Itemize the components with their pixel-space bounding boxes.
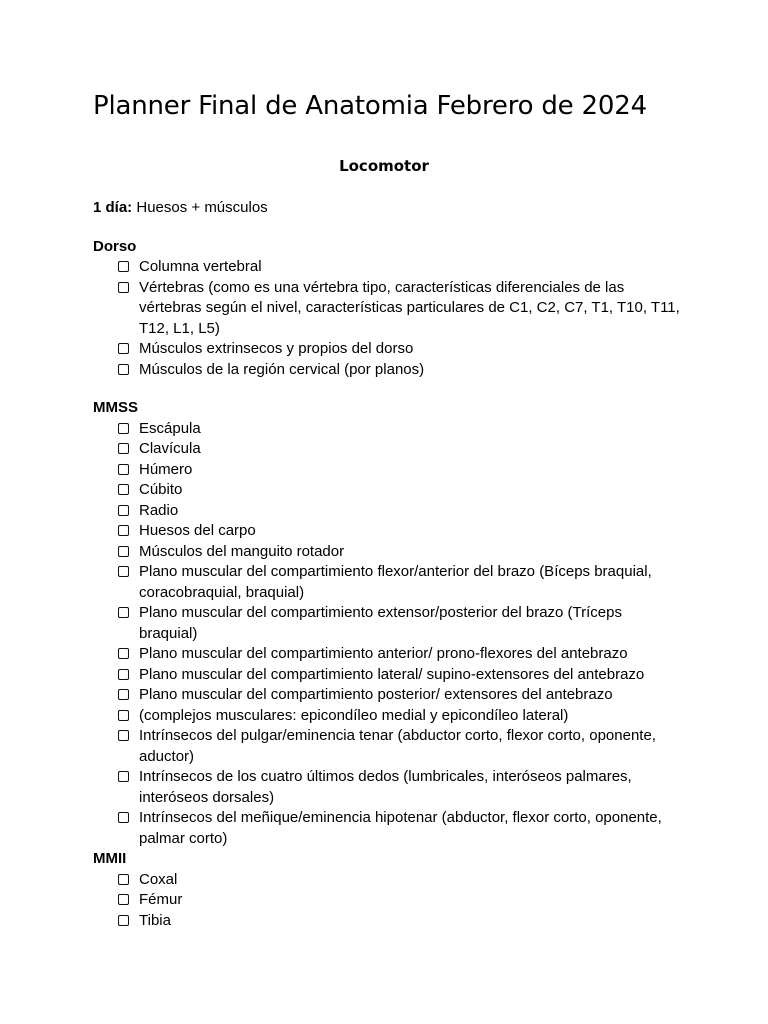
checklist-item: [118, 562, 683, 603]
checklist-item: [118, 521, 683, 542]
checklist-item-text: Plano muscular del compartimiento anterior/ prono-flexores del antebrazo: [139, 645, 628, 662]
checklist-item: [118, 890, 683, 911]
checklist-item-text: Fémur: [139, 891, 183, 908]
section-dorso: [93, 237, 683, 381]
day-text: Huesos + músculos: [136, 199, 268, 216]
section-heading-mmss: MMSS: [93, 399, 138, 416]
checklist-item: [118, 603, 683, 644]
checklist-item: [118, 419, 683, 440]
checkbox[interactable]: [118, 710, 129, 721]
checkbox[interactable]: [118, 261, 129, 272]
page-subtitle: Locomotor: [339, 157, 429, 175]
page-title: Planner Final de Anatomia Febrero de 2024: [93, 91, 647, 121]
checkbox[interactable]: [118, 669, 129, 680]
planner-content: [93, 198, 683, 931]
checkbox[interactable]: [118, 423, 129, 434]
checklist-item: [118, 278, 683, 340]
checklist-item-text: Plano muscular del compartimiento posterior/ extensores del antebrazo: [139, 686, 613, 703]
section-heading-dorso: Dorso: [93, 237, 137, 255]
checklist-item-text: Vértebras (como es una vértebra tipo, características diferenciales de las vértebras según el nivel, características particulares de C1, C2, C7, T1, T10, T11, T12, L1, L5): [139, 278, 680, 337]
checklist-item: [118, 439, 683, 460]
checklist-item-text: Músculos extrinsecos y propios del dorso: [139, 340, 414, 357]
checklist-item-text: Húmero: [139, 460, 193, 478]
checklist-item-text: Plano muscular del compartimiento flexor/anterior del brazo (Bíceps braquial, coracobraquial, braquial): [139, 563, 652, 601]
checkbox[interactable]: [118, 343, 129, 354]
checkbox[interactable]: [118, 282, 129, 293]
checkbox[interactable]: [118, 505, 129, 516]
checklist-item: [118, 257, 683, 278]
checklist-item: [118, 767, 683, 808]
day-label: 1 día:: [93, 199, 133, 216]
checkbox[interactable]: [118, 364, 129, 375]
checklist-item-text: Intrínsecos del meñique/eminencia hipotenar (abductor, flexor corto, oponente, palmar corto): [139, 809, 662, 847]
checklist-item-text: Radio: [139, 501, 179, 519]
checkbox[interactable]: [118, 771, 129, 782]
day-line: [93, 198, 683, 219]
checklist-item: [118, 726, 683, 767]
checklist-item: [118, 644, 683, 665]
checklist-item-text: Plano muscular del compartimiento lateral/ supino-extensores del antebrazo: [139, 665, 645, 683]
checklist-dorso: [93, 257, 683, 380]
checkbox[interactable]: [118, 730, 129, 741]
checklist-item: [118, 685, 683, 706]
checklist-item-text: Columna vertebral: [139, 258, 262, 275]
checkbox[interactable]: [118, 525, 129, 536]
checkbox[interactable]: [118, 874, 129, 885]
checkbox[interactable]: [118, 566, 129, 577]
checklist-item: [118, 501, 683, 522]
checklist-item: [118, 706, 683, 727]
checkbox[interactable]: [118, 648, 129, 659]
checkbox[interactable]: [118, 812, 129, 823]
section-mmss: [93, 398, 683, 849]
checklist-item: [118, 665, 683, 686]
checkbox[interactable]: [118, 546, 129, 557]
spacer: [93, 380, 683, 398]
checklist-item-text: Músculos de la región cervical (por planos): [139, 360, 425, 378]
checklist-item-text: Tibia: [139, 911, 171, 929]
checklist-item: [118, 870, 683, 891]
checklist-item: [118, 360, 683, 381]
section-mmii: [93, 849, 683, 931]
checklist-item-text: Intrínsecos de los cuatro últimos dedos (lumbricales, interóseos palmares, interóseos dorsales): [139, 768, 632, 806]
checklist-item-text: Intrínsecos del pulgar/eminencia tenar (abductor corto, flexor corto, oponente, aductor): [139, 727, 656, 765]
checklist-item: [118, 911, 683, 932]
checklist-mmii: [93, 870, 683, 932]
checkbox[interactable]: [118, 464, 129, 475]
checklist-item-text: Huesos del carpo: [139, 522, 256, 539]
checkbox[interactable]: [118, 443, 129, 454]
checkbox[interactable]: [118, 689, 129, 700]
checklist-item-text: (complejos musculares: epicondíleo medial y epicondíleo lateral): [139, 706, 569, 724]
checklist-item: [118, 339, 683, 360]
checklist-item-text: Plano muscular del compartimiento extensor/posterior del brazo (Tríceps braquial): [139, 604, 622, 642]
checklist-item-text: Músculos del manguito rotador: [139, 542, 345, 560]
checklist-item: [118, 808, 683, 849]
checklist-item: [118, 542, 683, 563]
checklist-item-text: Clavícula: [139, 440, 201, 457]
checklist-item-text: Cúbito: [139, 481, 183, 498]
checkbox[interactable]: [118, 484, 129, 495]
section-heading-mmii: MMII: [93, 850, 127, 867]
spacer: [93, 219, 683, 237]
checkbox[interactable]: [118, 607, 129, 618]
checkbox[interactable]: [118, 894, 129, 905]
checklist-mmss: [93, 419, 683, 850]
checklist-item: [118, 460, 683, 481]
checklist-item: [118, 480, 683, 501]
checkbox[interactable]: [118, 915, 129, 926]
checklist-item-text: Coxal: [139, 870, 178, 888]
checklist-item-text: Escápula: [139, 419, 201, 437]
